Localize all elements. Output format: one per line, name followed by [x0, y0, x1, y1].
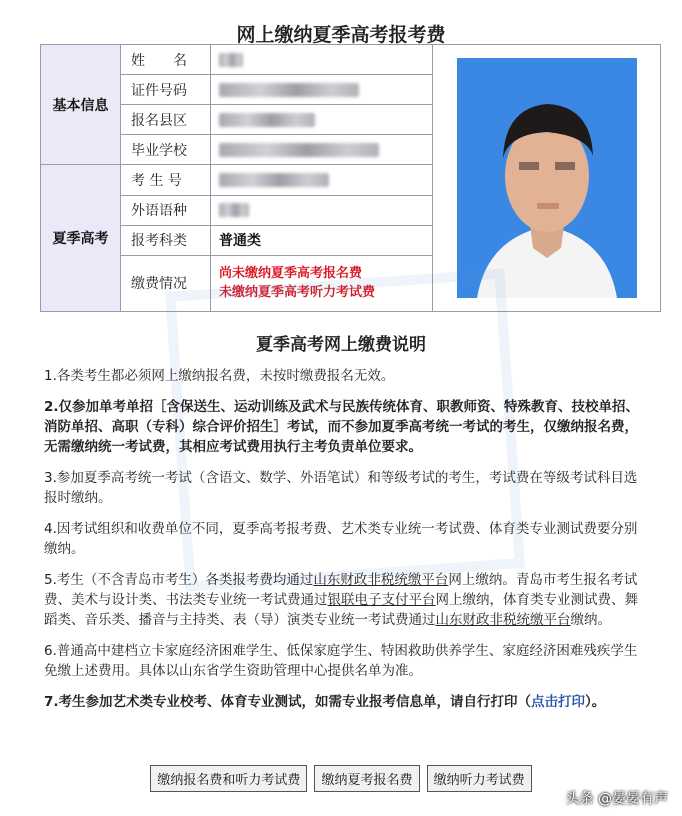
pay-registration-fee-button[interactable]: 缴纳夏考报名费 [314, 765, 419, 792]
finance-platform-link-2[interactable]: 山东财政非税统缴平台 [435, 612, 571, 628]
id-number-label: 证件号码 [121, 75, 211, 105]
exam-number-label: 考 生 号 [121, 165, 211, 195]
payment-status-listening: 未缴纳夏季高考听力考试费 [219, 285, 376, 301]
school-value [211, 135, 433, 165]
payment-status-registration: 尚未缴纳夏季高考报名费 [219, 266, 363, 282]
note-5-text-b: 网上缴纳。青岛市考生报名考试费、美术与设计类、书法类专业统一考试费通过 [44, 572, 638, 608]
county-value [211, 105, 433, 135]
note-7 [44, 692, 649, 712]
category-label: 报考科类 [121, 225, 211, 255]
instructions-title: 夏季高考网上缴费说明 [256, 335, 426, 355]
print-link[interactable]: 点击打印 [531, 694, 586, 710]
note-3: 3.参加夏季高考统一考试（含语文、数学、外语笔试）和等级考试的考生，考试费在等级考试科目选报时缴纳。 [44, 470, 638, 506]
toutiao-watermark: 头条 @晏晏有声 [565, 791, 668, 807]
note-5-text-d: 缴纳。 [570, 612, 611, 628]
note-6: 6.普通高中建档立卡家庭经济困难学生、低保家庭学生、特困救助供养学生、家庭经济困难残疾学生免缴上述费用。具体以山东省学生资助管理中心提供名单为准。 [44, 643, 638, 679]
payment-status [211, 255, 433, 311]
basic-info-group-label: 基本信息 [41, 45, 121, 165]
unionpay-platform-link[interactable]: 银联电子支付平台 [327, 592, 436, 608]
note-7-text-a: 7.考生参加艺术类专业校考、体育专业测试，如需专业报考信息单，请自行打印（ [44, 694, 532, 710]
id-number-value [211, 75, 433, 105]
payment-label: 缴费情况 [121, 255, 211, 311]
name-label: 姓 名 [121, 45, 211, 75]
note-5-text-a: 5.考生（不含青岛市考生）各类报考费均通过 [44, 572, 314, 588]
exam-number-value [211, 165, 433, 195]
name-value [211, 45, 433, 75]
category-value: 普通类 [211, 225, 433, 255]
pay-both-fees-button[interactable]: 缴纳报名费和听力考试费 [150, 765, 307, 792]
language-label: 外语语种 [121, 195, 211, 225]
note-5-text-c: 网上缴纳，体育类专业测试费、舞蹈类、音乐类、播音与主持类、表（导）演类专业统一考试费通过 [44, 592, 638, 628]
student-photo [457, 58, 637, 298]
instructions [44, 366, 649, 723]
pay-listening-fee-button[interactable]: 缴纳听力考试费 [427, 765, 532, 792]
note-1: 1.各类考生都必须网上缴纳报名费，未按时缴费报名无效。 [44, 368, 395, 384]
note-7-text-b: ）。 [585, 694, 606, 710]
note-2: 2.仅参加单考单招［含保送生、运动训练及武术与民族传统体育、职教师资、特殊教育、技校单招、消防单招、高职（专科）综合评价招生］考试，而不参加夏季高考统一考试的考生，仅缴纳报名费，无需缴纳统一考试费，其相应考试费用执行主考负责单位要求。 [44, 399, 640, 455]
school-label: 毕业学校 [121, 135, 211, 165]
exam-group-label: 夏季高考 [41, 165, 121, 312]
page-title: 网上缴纳夏季高考报考费 [236, 24, 446, 46]
note-5 [44, 570, 649, 630]
county-label: 报名县区 [121, 105, 211, 135]
note-4: 4.因考试组织和收费单位不同，夏季高考报考费、艺术类专业统一考试费、体育类专业测试费要分别缴纳。 [44, 521, 638, 557]
language-value [211, 195, 433, 225]
finance-platform-link-1[interactable]: 山东财政非税统缴平台 [313, 572, 449, 588]
student-info-table [40, 44, 661, 312]
photo-cell [433, 45, 661, 312]
